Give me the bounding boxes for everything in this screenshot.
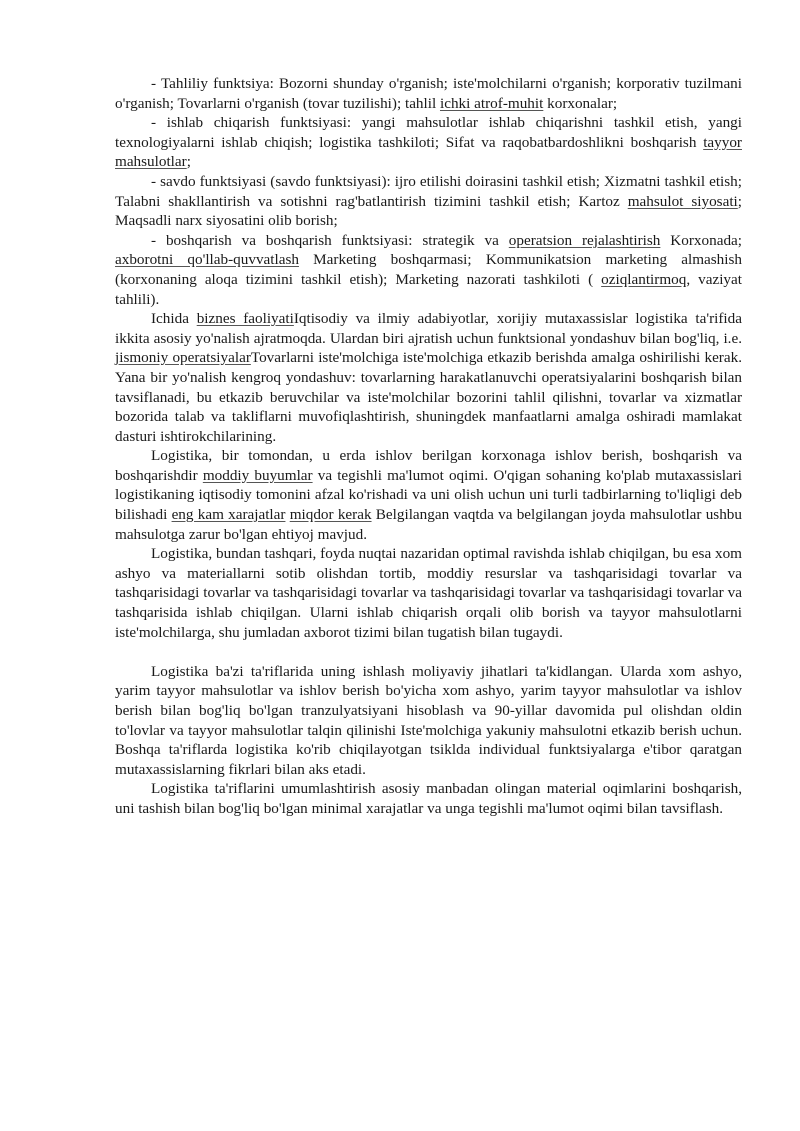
inline-link[interactable]: axborotni qo'llab-quvvatlash	[115, 251, 299, 269]
text-run: - boshqarish va boshqarish funktsiyasi: strategik va	[151, 231, 509, 249]
inline-link[interactable]: ichki atrof-muhit	[439, 94, 544, 112]
paragraph	[115, 172, 742, 231]
paragraph	[115, 544, 742, 642]
text-run: ; Maqsadli narx siyosatini olib borish;	[115, 192, 742, 230]
text-run: Iqtisodiy va ilmiy adabiyotlar, xorijiy mutaxassislar logistika ta'rifida ikkita asosiy yo'nalish ajratmoqda. Ulardan biri ajratish uchun funktsional yondashuv bilan bog'liq, i.e.	[115, 310, 742, 347]
text-run: Ichida	[151, 310, 197, 328]
inline-link[interactable]: operatsion rejalashtirish	[508, 231, 661, 249]
text-run: Marketing boshqarmasi; Kommunikatsion marketing almashish (korxonaning aloqa tizimini tashkil etish); Marketing nazorati tashkiloti (	[115, 251, 742, 288]
inline-link[interactable]: biznes faoliyati	[196, 310, 294, 328]
text-run: Logistika, bundan tashqari, foyda nuqtai nazaridan optimal ravishda ishlab chiqilgan, bu esa xom ashyo va materiallarni sotib olishdan tortib, moddiy resurslar va tashqarisidagi tovarlar va tashqarisidagi tovarlar va tashqarisidagi tovarlar va tashqarisidagi tovarlar va tashqarisidagi tovarlar va tashqarisida ishlab chiqilgan. Ularni ishlab chiqarish orqali olib borish va tayyor mahsulotlarni iste'molchilarga, shu jumladan axborot tizimi bilan tugatish bilan tugaydi.	[115, 545, 742, 641]
inline-link[interactable]: tayyor mahsulotlar	[115, 133, 742, 171]
inline-link[interactable]: eng kam xarajatlar	[171, 506, 286, 524]
text-run: - Tahliliy funktsiya: Bozorni shunday o'rganish; iste'molchilarni o'rganish; korporativ tuzilmani o'rganish; Tovarlarni o'rganish (tovar tuzilishi); tahlil	[115, 75, 742, 112]
inline-link[interactable]: mahsulot siyosati	[627, 192, 738, 210]
paragraph	[115, 113, 742, 172]
paragraph	[115, 446, 742, 544]
paragraph	[115, 231, 742, 309]
text-run: , vaziyat tahlili).	[115, 270, 742, 308]
text-run: Korxonada;	[660, 231, 742, 249]
text-run: - ishlab chiqarish funktsiyasi: yangi mahsulotlar ishlab chiqarishni tashkil etish, yangi texnologiyalarni ishlab chiqish; logistika tashkiloti; Sifat va raqobatbardoshlikni boshqarish	[115, 114, 742, 151]
document-body	[115, 74, 742, 819]
text-run: Logistika ta'riflarini umumlashtirish asosiy manbadan olingan material oqimlarini boshqarish, uni tashish bilan bog'liq bo'lgan minimal xarajatlar va unga tegishli ma'lumot oqimi bilan tavsiflash.	[115, 780, 742, 817]
inline-link[interactable]: oziqlantirmoq	[601, 270, 687, 288]
inline-link[interactable]: moddiy buyumlar	[202, 466, 313, 484]
paragraph	[115, 74, 742, 113]
text-run: Logistika, bir tomondan, u erda ishlov berilgan korxonaga ishlov berish, boshqarish va boshqarishdir	[115, 447, 742, 484]
text-run: Logistika ba'zi ta'riflarida uning ishlash moliyaviy jihatlari ta'kidlangan. Ularda xom ashyo, yarim tayyor mahsulotlar va ishlov berish bo'yicha xom ashyo, yarim tayyor mahsulotlar va ishlov berish bilan bog'liq bo'lgan tranzulyatsiyani hisoblash va 90-yillar davomida pul olishdan oldin to'lovlar va tayyor mahsulotlar talqin qilinishi Iste'molchiga yakuniy mahsulotni etkazib berish uchun. Boshqa ta'riflarda logistika ko'rib chiqilayotgan tsiklda individual funktsiyalarga e'tibor qaratgan mutaxassislarning fikrlari bilan aks etadi.	[115, 662, 742, 778]
text-run: korxonalar;	[543, 94, 618, 112]
text-run: - savdo funktsiyasi (savdo funktsiyasi): ijro etilishi doirasini tashkil etish; Xizmatni tashkil etish; Talabni shakllantirish va sotishni rag'batlantirish tizimini tashkil etish; Kartoz	[115, 172, 742, 210]
text-run: ;	[186, 153, 191, 171]
inline-link[interactable]: jismoniy operatsiyalar	[115, 349, 251, 367]
text-run: Belgilangan vaqtda va belgilangan joyda mahsulotlar ushbu mahsulotga zarur bo'lgan ehtiyoj mavjud.	[115, 506, 742, 543]
inline-link[interactable]: miqdor kerak	[289, 506, 372, 524]
text-run: va tegishli ma'lumot oqimi. O'qigan sohaning ko'plab mutaxassislari logistikaning iqtisodiy tomonini afzal ko'rishadi va uni olish uchun uni turli tadbirlarning to'liqligi deb bilishadi	[115, 466, 742, 524]
paragraph	[115, 662, 742, 780]
paragraph	[115, 779, 742, 818]
paragraph	[115, 309, 742, 446]
text-run: Tovarlarni iste'molchiga iste'molchiga etkazib berishda amalga oshirilishi kerak. Yana bir yo'nalish kengroq yondashuv: tovarlarning harakatlanuvchi operatsiyalarini boshqarish bilan tavsiflanadi, bu etkazib beruvchilar va iste'molchilar bozorini tahlil qilishni, tovarlar va xizmatlar bozorida talab va takliflarni muvofiqlashtirish, shuningdek manfaatlarni amalga oshiradi mamlakat dasturi ishtirokchilarining.	[115, 349, 742, 445]
